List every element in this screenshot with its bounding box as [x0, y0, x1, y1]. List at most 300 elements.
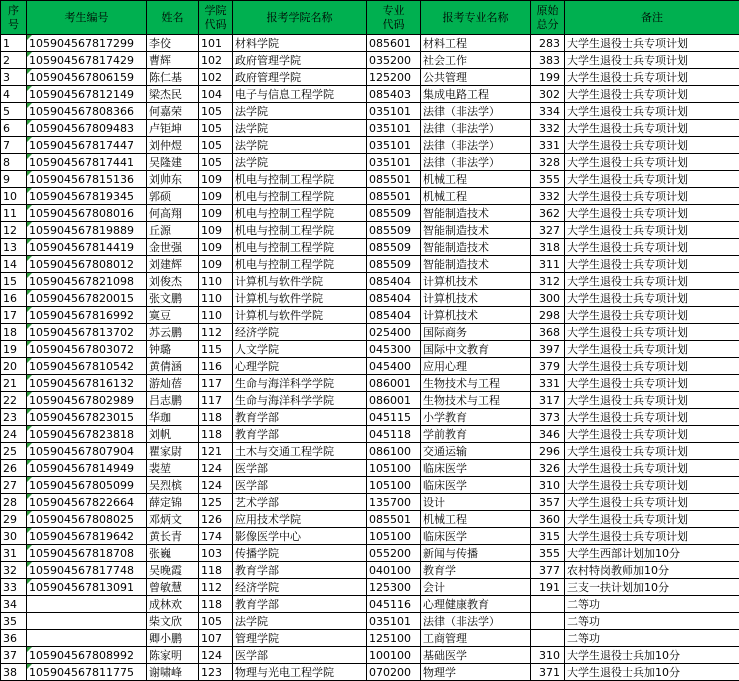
cell-score: 355 [531, 171, 565, 188]
cell-major: 生物技术与工程 [421, 375, 531, 392]
cell-score: 360 [531, 511, 565, 528]
cell-major: 智能制造技术 [421, 239, 531, 256]
cell-name: 刘建辉 [147, 256, 199, 273]
cell-index: 14 [1, 256, 27, 273]
header-score: 原始 总分 [531, 1, 565, 35]
cell-note: 大学生退役士兵专项计划 [565, 154, 739, 171]
cell-major-code: 100100 [367, 647, 421, 664]
cell-index: 1 [1, 35, 27, 52]
cell-name: 曹辉 [147, 52, 199, 69]
cell-name: 游灿蓓 [147, 375, 199, 392]
cell-college: 经济学院 [233, 579, 367, 596]
cell-candidate-id: 105904567819345 [27, 188, 147, 205]
cell-note: 大学生西部计划加10分 [565, 545, 739, 562]
cell-major-code: 086100 [367, 443, 421, 460]
cell-index: 26 [1, 460, 27, 477]
cell-major: 公共管理 [421, 69, 531, 86]
cell-college: 土木与交通工程学院 [233, 443, 367, 460]
cell-note: 大学生退役士兵专项计划 [565, 426, 739, 443]
table-row [1, 443, 739, 460]
cell-index: 17 [1, 307, 27, 324]
cell-candidate-id: 105904567810542 [27, 358, 147, 375]
table-row [1, 613, 739, 630]
cell-name: 曾敏慧 [147, 579, 199, 596]
cell-score: 377 [531, 562, 565, 579]
cell-major: 智能制造技术 [421, 205, 531, 222]
cell-college: 医学部 [233, 477, 367, 494]
cell-index: 31 [1, 545, 27, 562]
cell-college-code: 110 [199, 273, 233, 290]
cell-name: 谢啸峰 [147, 664, 199, 681]
table-row [1, 256, 739, 273]
cell-major-code: 085404 [367, 273, 421, 290]
cell-major: 国际商务 [421, 324, 531, 341]
cell-major-code: 035101 [367, 154, 421, 171]
cell-candidate-id: 105904567806159 [27, 69, 147, 86]
cell-major: 工商管理 [421, 630, 531, 647]
cell-score: 331 [531, 375, 565, 392]
cell-college-code: 121 [199, 443, 233, 460]
cell-college-code: 110 [199, 307, 233, 324]
cell-college: 医学部 [233, 647, 367, 664]
table-row [1, 375, 739, 392]
table-row [1, 358, 739, 375]
cell-candidate-id: 105904567808016 [27, 205, 147, 222]
cell-candidate-id: 105904567811775 [27, 664, 147, 681]
cell-major-code: 035101 [367, 120, 421, 137]
cell-major-code: 086001 [367, 392, 421, 409]
cell-major: 临床医学 [421, 477, 531, 494]
cell-college-code: 174 [199, 528, 233, 545]
cell-index: 4 [1, 86, 27, 103]
cell-major-code: 085509 [367, 256, 421, 273]
cell-major: 法律（非法学） [421, 137, 531, 154]
cell-candidate-id: 105904567803072 [27, 341, 147, 358]
cell-college: 心理学院 [233, 358, 367, 375]
cell-college: 计算机与软件学院 [233, 307, 367, 324]
cell-major: 设计 [421, 494, 531, 511]
cell-name: 苏云鹏 [147, 324, 199, 341]
cell-college: 机电与控制工程学院 [233, 171, 367, 188]
cell-score: 331 [531, 137, 565, 154]
cell-name: 刘帅东 [147, 171, 199, 188]
cell-note: 大学生退役士兵专项计划 [565, 324, 739, 341]
cell-college-code: 118 [199, 596, 233, 613]
cell-college: 生命与海洋科学学院 [233, 392, 367, 409]
cell-note: 三支一扶计划加10分 [565, 579, 739, 596]
cell-major: 计算机技术 [421, 273, 531, 290]
cell-candidate-id: 105904567813091 [27, 579, 147, 596]
cell-score: 328 [531, 154, 565, 171]
cell-college: 教育学部 [233, 562, 367, 579]
cell-college-code: 105 [199, 137, 233, 154]
cell-note: 大学生退役士兵专项计划 [565, 443, 739, 460]
cell-score: 346 [531, 426, 565, 443]
cell-note: 大学生退役士兵专项计划 [565, 120, 739, 137]
cell-college-code: 102 [199, 52, 233, 69]
cell-candidate-id: 105904567812149 [27, 86, 147, 103]
cell-major-code: 040100 [367, 562, 421, 579]
cell-college: 政府管理学院 [233, 69, 367, 86]
header-college: 报考学院名称 [233, 1, 367, 35]
cell-college: 应用技术学院 [233, 511, 367, 528]
table-row [1, 86, 739, 103]
cell-name: 刘俊杰 [147, 273, 199, 290]
cell-note: 大学生退役士兵专项计划 [565, 494, 739, 511]
cell-note: 大学生退役士兵专项计划 [565, 52, 739, 69]
cell-name: 张巍 [147, 545, 199, 562]
cell-note: 大学生退役士兵专项计划 [565, 222, 739, 239]
table-row [1, 103, 739, 120]
cell-score: 283 [531, 35, 565, 52]
header-major: 报考专业名称 [421, 1, 531, 35]
cell-name: 吕志鹏 [147, 392, 199, 409]
table-row [1, 460, 739, 477]
cell-name: 刘帆 [147, 426, 199, 443]
cell-index: 15 [1, 273, 27, 290]
table-row [1, 307, 739, 324]
table-row [1, 494, 739, 511]
cell-college-code: 109 [199, 205, 233, 222]
table-row [1, 273, 739, 290]
cell-candidate-id [27, 630, 147, 647]
cell-major: 生物技术与工程 [421, 392, 531, 409]
cell-major: 计算机技术 [421, 290, 531, 307]
cell-note: 大学生退役士兵专项计划 [565, 188, 739, 205]
cell-major: 机械工程 [421, 511, 531, 528]
cell-note: 大学生退役士兵专项计划 [565, 137, 739, 154]
cell-note: 大学生退役士兵专项计划 [565, 477, 739, 494]
cell-index: 6 [1, 120, 27, 137]
cell-name: 郭硕 [147, 188, 199, 205]
cell-score: 312 [531, 273, 565, 290]
cell-score: 368 [531, 324, 565, 341]
table-row [1, 324, 739, 341]
table-row [1, 528, 739, 545]
cell-score: 362 [531, 205, 565, 222]
cell-college-code: 105 [199, 103, 233, 120]
cell-score [531, 613, 565, 630]
cell-score: 334 [531, 103, 565, 120]
table-row [1, 477, 739, 494]
cell-major-code: 125300 [367, 579, 421, 596]
cell-candidate-id: 105904567823818 [27, 426, 147, 443]
cell-college: 人文学院 [233, 341, 367, 358]
table-row [1, 341, 739, 358]
cell-college-code: 118 [199, 562, 233, 579]
cell-major-code: 045116 [367, 596, 421, 613]
cell-major-code: 085509 [367, 222, 421, 239]
cell-index: 20 [1, 358, 27, 375]
cell-college-code: 110 [199, 290, 233, 307]
cell-major: 社会工作 [421, 52, 531, 69]
cell-college: 计算机与软件学院 [233, 273, 367, 290]
cell-major-code: 085501 [367, 171, 421, 188]
cell-college-code: 112 [199, 324, 233, 341]
cell-college-code: 124 [199, 460, 233, 477]
cell-score: 191 [531, 579, 565, 596]
table-row [1, 171, 739, 188]
cell-candidate-id: 105904567808012 [27, 256, 147, 273]
cell-note: 大学生退役士兵加10分 [565, 647, 739, 664]
cell-score: 379 [531, 358, 565, 375]
cell-college-code: 109 [199, 239, 233, 256]
cell-college: 法学院 [233, 613, 367, 630]
cell-college-code: 125 [199, 494, 233, 511]
cell-note: 大学生退役士兵专项计划 [565, 511, 739, 528]
cell-name: 柴文欣 [147, 613, 199, 630]
cell-candidate-id: 105904567815136 [27, 171, 147, 188]
cell-note: 大学生退役士兵专项计划 [565, 239, 739, 256]
cell-name: 黄倩涵 [147, 358, 199, 375]
cell-name: 钟璐 [147, 341, 199, 358]
cell-college-code: 115 [199, 341, 233, 358]
table-row [1, 69, 739, 86]
cell-college: 机电与控制工程学院 [233, 205, 367, 222]
cell-index: 28 [1, 494, 27, 511]
cell-college-code: 107 [199, 630, 233, 647]
cell-college: 材料学院 [233, 35, 367, 52]
cell-college-code: 104 [199, 86, 233, 103]
cell-major-code: 025400 [367, 324, 421, 341]
cell-index: 33 [1, 579, 27, 596]
cell-college-code: 109 [199, 171, 233, 188]
cell-score: 355 [531, 545, 565, 562]
cell-college-code: 109 [199, 256, 233, 273]
table-row [1, 154, 739, 171]
cell-index: 8 [1, 154, 27, 171]
cell-major-code: 035101 [367, 103, 421, 120]
cell-college: 教育学部 [233, 596, 367, 613]
cell-score: 357 [531, 494, 565, 511]
cell-major: 机械工程 [421, 171, 531, 188]
cell-candidate-id: 105904567818708 [27, 545, 147, 562]
cell-name: 丘源 [147, 222, 199, 239]
table-row [1, 409, 739, 426]
cell-index: 35 [1, 613, 27, 630]
cell-name: 黄长青 [147, 528, 199, 545]
cell-score: 199 [531, 69, 565, 86]
cell-note: 大学生退役士兵专项计划 [565, 35, 739, 52]
cell-college-code: 118 [199, 426, 233, 443]
cell-name: 吴晚霞 [147, 562, 199, 579]
cell-index: 22 [1, 392, 27, 409]
cell-college-code: 105 [199, 154, 233, 171]
cell-major: 法律（非法学） [421, 120, 531, 137]
cell-major: 物理学 [421, 664, 531, 681]
cell-candidate-id: 105904567821098 [27, 273, 147, 290]
cell-index: 18 [1, 324, 27, 341]
cell-college: 法学院 [233, 154, 367, 171]
cell-score: 317 [531, 392, 565, 409]
cell-score: 302 [531, 86, 565, 103]
header-name: 姓名 [147, 1, 199, 35]
cell-index: 37 [1, 647, 27, 664]
cell-note: 大学生退役士兵加10分 [565, 664, 739, 681]
cell-major-code: 045400 [367, 358, 421, 375]
cell-major-code: 035200 [367, 52, 421, 69]
cell-major: 交通运输 [421, 443, 531, 460]
cell-candidate-id: 105904567808366 [27, 103, 147, 120]
cell-name: 瞿家尉 [147, 443, 199, 460]
cell-index: 13 [1, 239, 27, 256]
cell-major-code: 035101 [367, 137, 421, 154]
cell-major-code: 085501 [367, 511, 421, 528]
cell-major: 机械工程 [421, 188, 531, 205]
cell-index: 11 [1, 205, 27, 222]
cell-major: 心理健康教育 [421, 596, 531, 613]
cell-major: 临床医学 [421, 528, 531, 545]
table-body [1, 35, 739, 681]
cell-score: 371 [531, 664, 565, 681]
cell-name: 薛定锦 [147, 494, 199, 511]
cell-college: 艺术学部 [233, 494, 367, 511]
cell-college-code: 117 [199, 392, 233, 409]
cell-major-code: 045118 [367, 426, 421, 443]
cell-score [531, 596, 565, 613]
cell-college: 政府管理学院 [233, 52, 367, 69]
cell-major-code: 085403 [367, 86, 421, 103]
cell-index: 24 [1, 426, 27, 443]
cell-note: 大学生退役士兵专项计划 [565, 205, 739, 222]
cell-major: 智能制造技术 [421, 256, 531, 273]
cell-name: 何嘉荣 [147, 103, 199, 120]
cell-major-code: 055200 [367, 545, 421, 562]
table-row [1, 290, 739, 307]
cell-note: 大学生退役士兵专项计划 [565, 392, 739, 409]
cell-index: 34 [1, 596, 27, 613]
cell-index: 32 [1, 562, 27, 579]
cell-candidate-id: 105904567805099 [27, 477, 147, 494]
cell-candidate-id: 105904567807904 [27, 443, 147, 460]
cell-candidate-id: 105904567817447 [27, 137, 147, 154]
cell-index: 29 [1, 511, 27, 528]
table-row [1, 239, 739, 256]
cell-major: 计算机技术 [421, 307, 531, 324]
cell-name: 何高翔 [147, 205, 199, 222]
cell-candidate-id [27, 613, 147, 630]
cell-candidate-id: 105904567819642 [27, 528, 147, 545]
cell-candidate-id: 105904567817429 [27, 52, 147, 69]
cell-college: 电子与信息工程学院 [233, 86, 367, 103]
cell-note: 大学生退役士兵专项计划 [565, 460, 739, 477]
cell-score: 397 [531, 341, 565, 358]
cell-major: 新闻与传播 [421, 545, 531, 562]
cell-note: 二等功 [565, 596, 739, 613]
cell-name: 刘仲煜 [147, 137, 199, 154]
cell-name: 华珈 [147, 409, 199, 426]
cell-note: 大学生退役士兵专项计划 [565, 358, 739, 375]
cell-college-code: 109 [199, 188, 233, 205]
cell-college-code: 116 [199, 358, 233, 375]
cell-major-code: 035101 [367, 613, 421, 630]
table-row [1, 205, 739, 222]
cell-index: 36 [1, 630, 27, 647]
header-index: 序 号 [1, 1, 27, 35]
cell-college-code: 101 [199, 35, 233, 52]
cell-major-code: 085501 [367, 188, 421, 205]
table-row [1, 664, 739, 681]
table-row [1, 222, 739, 239]
table-row [1, 35, 739, 52]
cell-name: 卿小鹏 [147, 630, 199, 647]
cell-name: 卢钜坤 [147, 120, 199, 137]
cell-college: 计算机与软件学院 [233, 290, 367, 307]
table-row [1, 137, 739, 154]
cell-score: 332 [531, 120, 565, 137]
cell-index: 21 [1, 375, 27, 392]
cell-name: 金世强 [147, 239, 199, 256]
cell-major: 法律（非法学） [421, 613, 531, 630]
cell-major: 材料工程 [421, 35, 531, 52]
cell-candidate-id: 105904567822664 [27, 494, 147, 511]
cell-college: 法学院 [233, 120, 367, 137]
cell-note: 农村特岗教师加10分 [565, 562, 739, 579]
cell-note: 大学生退役士兵专项计划 [565, 69, 739, 86]
cell-major: 学前教育 [421, 426, 531, 443]
cell-major: 法律（非法学） [421, 103, 531, 120]
cell-major-code: 070200 [367, 664, 421, 681]
cell-candidate-id: 105904567819889 [27, 222, 147, 239]
cell-major-code: 105100 [367, 477, 421, 494]
cell-major-code: 086001 [367, 375, 421, 392]
cell-college: 经济学院 [233, 324, 367, 341]
cell-score: 373 [531, 409, 565, 426]
cell-name: 张文鹏 [147, 290, 199, 307]
cell-major-code: 085509 [367, 239, 421, 256]
cell-major: 应用心理 [421, 358, 531, 375]
cell-college: 机电与控制工程学院 [233, 188, 367, 205]
cell-college-code: 105 [199, 120, 233, 137]
cell-major-code: 085404 [367, 307, 421, 324]
cell-index: 25 [1, 443, 27, 460]
cell-college: 机电与控制工程学院 [233, 239, 367, 256]
cell-note: 大学生退役士兵专项计划 [565, 528, 739, 545]
table-header [1, 1, 739, 35]
cell-major: 基础医学 [421, 647, 531, 664]
header-college-code: 学院 代码 [199, 1, 233, 35]
table-row [1, 562, 739, 579]
cell-index: 2 [1, 52, 27, 69]
cell-index: 3 [1, 69, 27, 86]
table-row [1, 511, 739, 528]
cell-score [531, 630, 565, 647]
cell-score: 332 [531, 188, 565, 205]
cell-note: 大学生退役士兵专项计划 [565, 409, 739, 426]
cell-name: 梁杰民 [147, 86, 199, 103]
cell-index: 27 [1, 477, 27, 494]
cell-candidate-id: 105904567817299 [27, 35, 147, 52]
table-row [1, 392, 739, 409]
cell-major-code: 125200 [367, 69, 421, 86]
table-row [1, 596, 739, 613]
cell-note: 大学生退役士兵专项计划 [565, 86, 739, 103]
cell-score: 310 [531, 477, 565, 494]
cell-score: 300 [531, 290, 565, 307]
cell-candidate-id: 105904567814419 [27, 239, 147, 256]
cell-candidate-id: 105904567816132 [27, 375, 147, 392]
cell-name: 吴隆建 [147, 154, 199, 171]
cell-major-code: 045115 [367, 409, 421, 426]
cell-candidate-id: 105904567817441 [27, 154, 147, 171]
cell-college-code: 124 [199, 477, 233, 494]
cell-score: 383 [531, 52, 565, 69]
cell-candidate-id [27, 596, 147, 613]
header-note: 备注 [565, 1, 739, 35]
cell-major: 集成电路工程 [421, 86, 531, 103]
table-row [1, 188, 739, 205]
cell-college: 管理学院 [233, 630, 367, 647]
